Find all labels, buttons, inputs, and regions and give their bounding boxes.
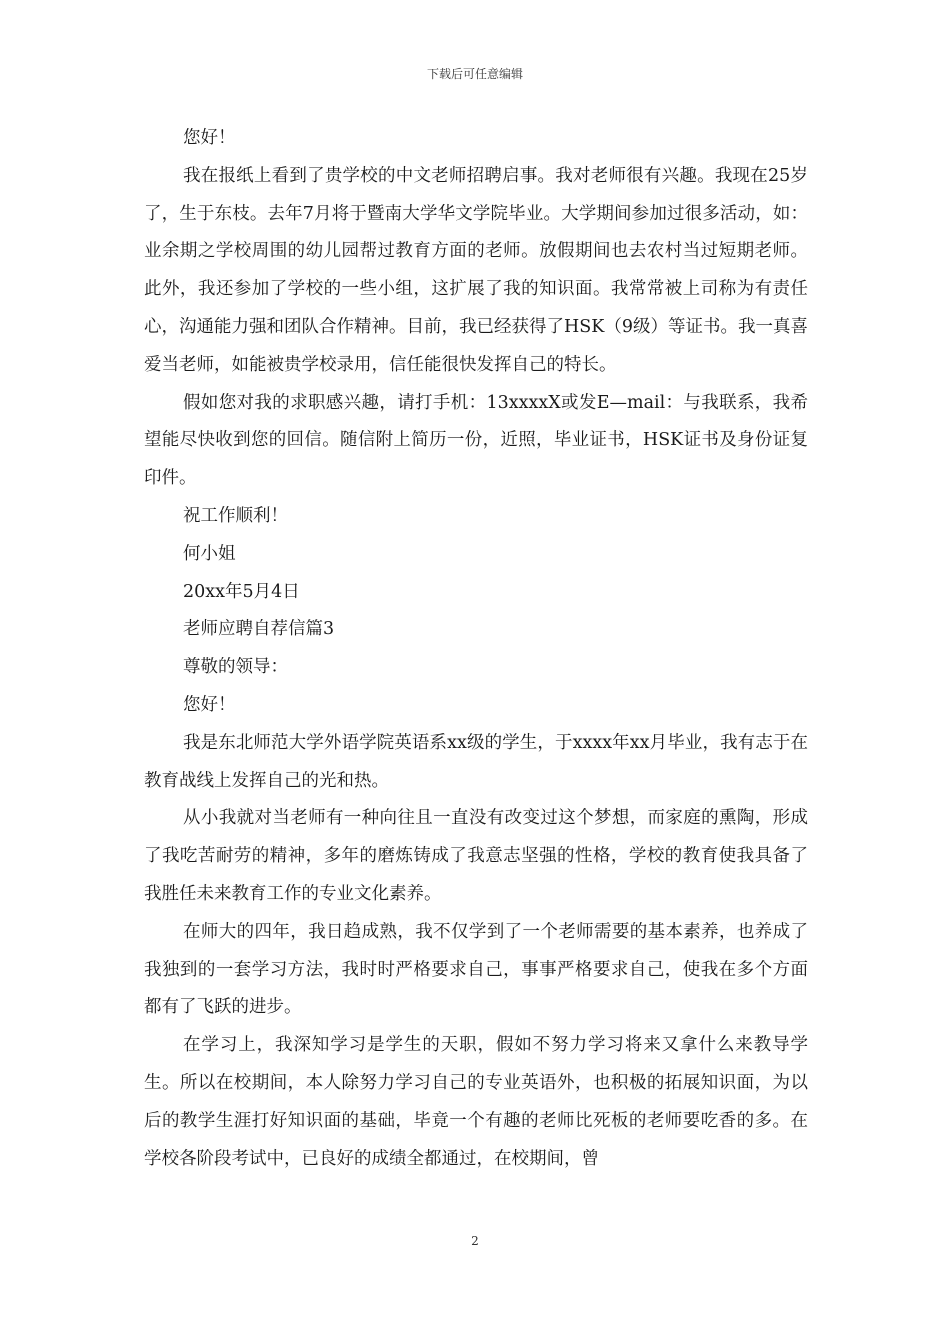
greeting-paragraph: 您好！ <box>183 128 236 148</box>
body-paragraph: 在学习上，我深知学习是学生的天职，假如不努力学习将来又拿什么来教导学生。所以在校期间，本人除努力学习自己的专业英语外，也积极的拓展知识面，为以后的教学生涯打好知识面的基础，毕竟一个有趣的老师比死板的老师要吃香的多。在学校各阶段考试中，已良好的成绩全都通过，在校期间，曾 <box>144 1035 808 1169</box>
salutation: 尊敬的领导： <box>183 657 288 678</box>
contact-paragraph: 假如您对我的求职感兴趣，请打手机：13xxxxX或发E—mail：与我联系，我希望能尽快收到您的回信。随信附上简历一份，近照，毕业证书，HSK证书及身份证复印件。 <box>144 392 808 489</box>
greeting-paragraph: 您好！ <box>183 694 236 715</box>
body-paragraph: 从小我就对当老师有一种向往且一直没有改变过这个梦想，而家庭的熏陶，形成了我吃苦耐劳的精神，多年的磨炼铸成了我意志坚强的性格，学校的教育使我具备了我胜任未来教育工作的专业文化素养。 <box>144 808 808 904</box>
page-header: 下载后可任意编辑 <box>426 67 523 81</box>
closing-wish: 祝工作顺利！ <box>183 505 288 526</box>
body-paragraph: 我在报纸上看到了贵学校的中文老师招聘启事。我对老师很有兴趣。我现在25岁了，生于东枝。去年7月将于暨南大学华文学院毕业。大学期间参加过很多活动，如：业余期之学校周围的幼儿园帮过教育方面的老师。放假期间也去农村当过短期老师。此外，我还参加了学校的一些小组，这扩展了我的知识面。我常常被上司称为有责任心，沟通能力强和团队合作精神。目前，我已经获得了HSK（9级）等证书。我一真喜爱当老师，如能被贵学校录用，信任能很快发挥自己的特长。 <box>144 165 808 375</box>
body-paragraph: 我是东北师范大学外语学院英语系xx级的学生，于xxxx年xx月毕业，我有志于在教育战线上发挥自己的光和热。 <box>144 732 808 791</box>
section-title: 老师应聘自荐信篇3 <box>183 619 335 640</box>
signature-date: 20xx年5月4日 <box>183 581 300 602</box>
signature-name: 何小姐 <box>183 543 236 564</box>
document-body <box>144 120 808 1178</box>
body-paragraph: 在师大的四年，我日趋成熟，我不仅学到了一个老师需要的基本素养，也养成了我独到的一套学习方法，我时时严格要求自己，事事严格要求自己，使我在多个方面都有了飞跃的进步。 <box>144 921 808 1018</box>
page-number: 2 <box>471 1234 479 1248</box>
